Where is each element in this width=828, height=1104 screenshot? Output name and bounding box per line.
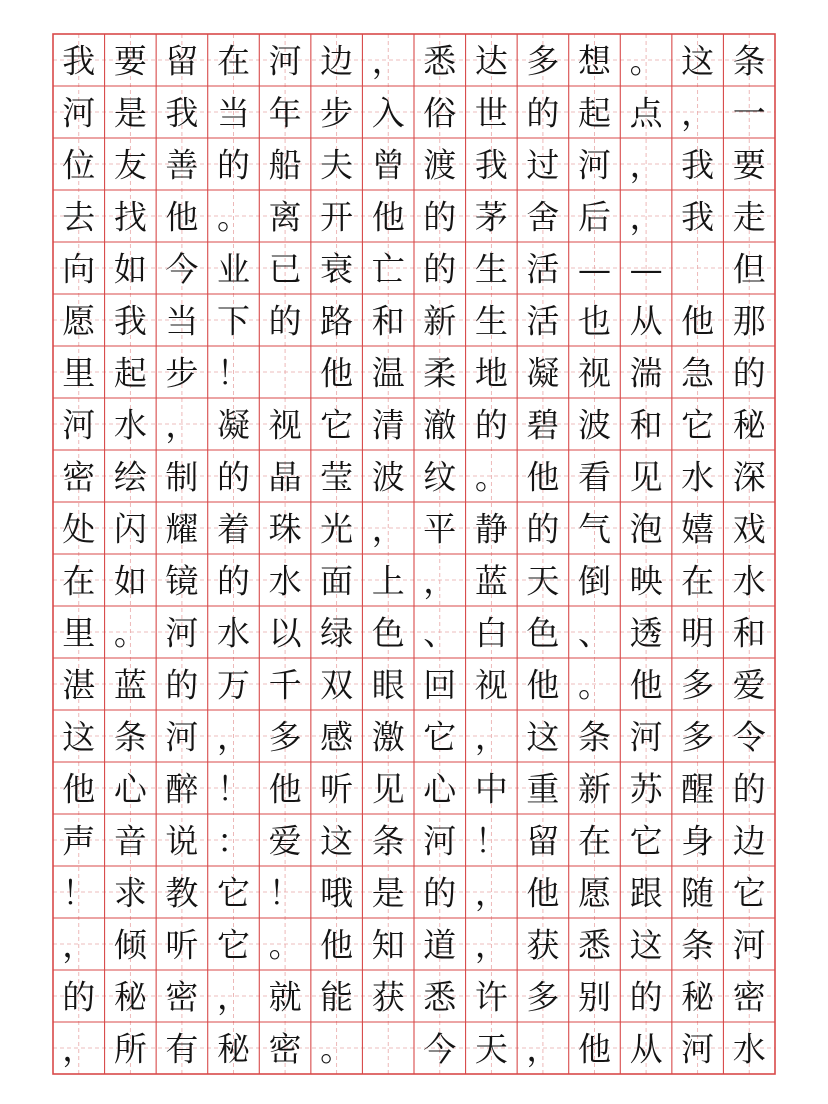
grid-cell-char: 急 [681,353,715,393]
grid-cell-char: 生 [474,301,508,341]
grid-cell-char: 想 [578,41,611,81]
grid-cell-char: 绘 [113,457,147,497]
grid-cell-char: 活 [526,249,560,289]
grid-cell-char: 如 [113,249,147,289]
grid-cell-char: 的 [732,769,766,809]
grid-cell-char: 一 [732,93,766,133]
grid-cell-char: 透 [629,613,663,653]
grid-cell-char: 。 [629,41,663,81]
grid-cell-char: 这 [629,925,663,965]
grid-cell-char: 秘 [732,405,766,445]
grid-cell-char: 条 [732,41,766,81]
grid-cell-char: 见 [371,769,405,809]
grid-cell-char: 边 [320,41,354,81]
grid-cell-char: 条 [578,717,611,757]
grid-cell-char: ， [62,925,96,965]
grid-cell-char: 这 [320,821,354,861]
grid-cell-char: ！ [268,873,302,913]
grid-cell-char: 随 [681,873,715,913]
grid-cell-char: 它 [423,717,457,757]
grid-cell-char: 醉 [165,769,199,809]
grid-cell-char: ， [629,197,663,237]
grid-cell-char: 起 [578,93,611,133]
grid-cell-char: 它 [320,405,354,445]
grid-cell-char: 色 [371,613,405,653]
grid-cell-char: 他 [681,301,715,341]
grid-cell-char: 秘 [681,977,715,1017]
grid-cell-char: ， [526,1029,560,1069]
grid-cell-char: 俗 [423,93,457,133]
grid-cell-char: 下 [217,301,250,341]
grid-cell-char: 位 [62,145,96,185]
grid-cell-char: 面 [320,561,354,601]
grid-cell-char: 的 [526,93,560,133]
grid-cell-char: 水 [113,405,147,445]
grid-cell-char: 蓝 [113,665,147,705]
grid-cell-char: 闪 [113,509,147,549]
grid-cell-char: 多 [268,717,302,757]
grid-cell-char: ， [681,93,715,133]
grid-cell-char: ， [474,717,508,757]
grid-cell-char: 和 [629,405,663,445]
grid-cell-char: 舍 [526,197,560,237]
grid-cell-char: 这 [62,717,96,757]
grid-cell-char: 哦 [320,873,354,913]
grid-cell-char: 、 [578,613,611,653]
grid-cell-char: 在 [578,821,611,861]
grid-cell-char: 他 [62,769,96,809]
grid-cell-char: 万 [217,665,250,705]
grid-cell-char: 令 [732,717,766,757]
grid-cell-char: 它 [681,405,715,445]
grid-cell-char: 。 [268,925,302,965]
grid-cell-char: 、 [423,613,457,653]
grid-cell-char: — [629,249,663,289]
grid-cell-char: 求 [113,873,147,913]
grid-cell-char: 眼 [371,665,405,705]
grid-cell-char: 温 [371,353,405,393]
grid-cell-char: 听 [165,925,199,965]
grid-cell-char: 许 [474,977,508,1017]
grid-cell-char: 善 [165,145,199,185]
grid-cell-char: 珠 [268,509,302,549]
grid-cell-char: 当 [165,301,199,341]
grid-cell-char: 起 [113,353,147,393]
grid-cell-char: 波 [371,457,405,497]
grid-cell-char: 嬉 [681,509,715,549]
grid-cell-char: 中 [474,769,508,809]
grid-cell-char: 天 [526,561,560,601]
grid-cell-char: 他 [320,925,354,965]
grid-cell-char: 的 [474,405,508,445]
grid-cell-char: 条 [113,717,147,757]
grid-cell-char: 。 [217,197,250,237]
grid-cell-char: 教 [165,873,199,913]
grid-cell-char: ， [165,405,199,445]
grid-cell-char: 愿 [62,301,96,341]
grid-cell-char: 平 [423,509,457,549]
grid-cell-char: 活 [526,301,560,341]
grid-cell-char: 回 [423,665,457,705]
grid-cell-char: 看 [578,457,611,497]
grid-cell-char: 气 [578,509,611,549]
grid-cell-char: 他 [165,197,199,237]
grid-cell-char: 。 [474,457,508,497]
grid-cell-char: 里 [62,613,96,653]
grid-cell-char: 他 [526,665,560,705]
grid-cell-char: 碧 [526,405,560,445]
grid-cell-char: 上 [371,561,405,601]
grid-cell-char: ， [474,925,508,965]
grid-cell-char: 点 [629,93,663,133]
grid-cell-char: 倾 [113,925,147,965]
grid-cell-char: 水 [681,457,715,497]
grid-cell-char: 水 [732,1029,766,1069]
grid-cell-char: 多 [681,665,715,705]
grid-cell-char: 从 [629,1029,663,1069]
grid-cell-char: 后 [578,197,611,237]
grid-cell-char: 是 [371,873,405,913]
grid-cell-char: 也 [578,301,611,341]
grid-cell-char: 步 [320,93,354,133]
grid-cell-char: 业 [217,249,250,289]
grid-cell-char: 所 [113,1029,147,1069]
grid-cell-char: 的 [62,977,96,1017]
grid-cell-char: 亡 [371,249,405,289]
grid-cell-char: 绿 [320,613,354,653]
grid-cell-char: 色 [526,613,560,653]
grid-cell-char: ， [474,873,508,913]
grid-cell-char: 夫 [320,145,354,185]
grid-cell-char: 水 [268,561,302,601]
grid-cell-char: 激 [371,717,405,757]
grid-cell-char: 视 [578,353,611,393]
grid-cell-char: 他 [526,873,560,913]
grid-cell-char: 我 [165,93,199,133]
grid-cell-char: 渡 [423,145,457,185]
grid-cell-char: 多 [526,41,560,81]
grid-cell-char: 深 [732,457,766,497]
grid-cell-char: 别 [578,977,611,1017]
grid-cell-char: 曾 [371,145,405,185]
grid-cell-char: 泡 [629,509,663,549]
grid-cell-char: 道 [423,925,457,965]
grid-cell-char: 它 [629,821,663,861]
grid-cell-char: 条 [371,821,405,861]
grid-cell-char: 他 [578,1029,611,1069]
grid-cell-char: 的 [629,977,663,1017]
grid-cell-char: 入 [371,93,405,133]
grid-cell-char: 我 [474,145,508,185]
grid-cell-char: 见 [629,457,663,497]
grid-cell-char: 它 [732,873,766,913]
grid-cell-char: 制 [165,457,199,497]
grid-cell-char: 醒 [681,769,715,809]
grid-cell-char: 天 [474,1029,508,1069]
grid-cell-char: 心 [423,769,457,809]
grid-cell-char: ， [629,145,663,185]
grid-cell-char: 的 [732,353,766,393]
grid-cell-char: 视 [268,405,302,445]
grid-cell-char: 的 [423,197,457,237]
grid-cell-char: 获 [371,977,405,1017]
grid-cell-char: 我 [62,41,96,81]
grid-cell-char: ！ [217,769,250,809]
grid-lines [53,34,775,1074]
grid-cell-char: 戏 [732,509,766,549]
grid-cell-char: 河 [268,41,302,81]
grid-cell-char: 白 [474,613,508,653]
grid-cell-char: 悉 [578,925,611,965]
grid-cell-char: 的 [423,249,457,289]
grid-cell-char: 去 [62,197,96,237]
grid-cell-char: 我 [113,301,147,341]
grid-cell-char: 这 [681,41,715,81]
grid-cell-char: 水 [732,561,766,601]
grid-cell-char: 秘 [217,1029,250,1069]
grid-cell-char: 衰 [320,249,354,289]
grid-cell-char: 跟 [629,873,663,913]
grid-cell-char: ！ [62,873,96,913]
grid-cell-char: 河 [62,405,96,445]
grid-cell-char: ， [217,717,250,757]
grid-cell-char: 留 [165,41,199,81]
grid-cell-char: 他 [371,197,405,237]
grid-cell-char: 就 [268,977,302,1017]
grid-cell-char: 河 [629,717,663,757]
grid-cell-char: 凝 [217,405,250,445]
grid-cell-char: 密 [732,977,766,1017]
grid-cell-char: 双 [320,665,354,705]
grid-cell-char: 河 [681,1029,715,1069]
grid-cell-char: 的 [165,665,199,705]
grid-cell-char: 生 [474,249,508,289]
grid-cell-char: 今 [423,1029,457,1069]
grid-cell-char: 友 [113,145,147,185]
grid-cell-char: 纹 [423,457,457,497]
grid-cell-char: 音 [113,821,147,861]
grid-cell-char: 湛 [62,665,96,705]
grid-cell-char: 镜 [165,561,199,601]
grid-cell-char: 波 [578,405,611,445]
grid-cell-char: 苏 [629,769,663,809]
grid-cell-char: ， [62,1029,96,1069]
grid-cell-char: 过 [526,145,560,185]
grid-cell-char: 莹 [320,457,354,497]
grid-cell-char: 的 [268,301,302,341]
grid-cell-char: 凝 [526,353,560,393]
grid-cell-char: 。 [320,1029,354,1069]
grid-cell-char: 走 [732,197,766,237]
grid-cell-char: 的 [526,509,560,549]
grid-cell-char: 河 [578,145,611,185]
grid-cell-char: 清 [371,405,405,445]
grid-cell-char: 他 [526,457,560,497]
grid-cell-char: 柔 [423,353,457,393]
grid-cell-char: 找 [113,197,147,237]
grid-cell-char: ， [371,509,405,549]
grid-cell-char: 水 [217,613,250,653]
grid-cell-char: 留 [526,821,560,861]
grid-cell-char: 知 [371,925,405,965]
grid-cell-char: 当 [217,93,250,133]
grid-cell-char: 视 [474,665,508,705]
grid-cell-char: ， [217,977,250,1017]
grid-cell-char: 重 [526,769,560,809]
grid-cell-char: 向 [62,249,96,289]
grid-cell-char: 在 [62,561,96,601]
grid-cell-char: 他 [268,769,302,809]
grid-cell-char: 在 [217,41,250,81]
grid-cell-char: 离 [268,197,302,237]
grid-cell-char: 处 [62,509,96,549]
grid-cell-char: 步 [165,353,199,393]
grid-cell-char: 听 [320,769,354,809]
grid-cell-char: 年 [268,93,302,133]
grid-cell-char: 新 [578,769,611,809]
grid-cell-char: 我 [681,197,715,237]
grid-cell-char: 悉 [423,41,457,81]
grid-cell-char: 它 [217,925,250,965]
grid-cell-char: 它 [217,873,250,913]
grid-cell-char: 是 [113,93,147,133]
grid-cell-char: 已 [268,249,302,289]
grid-cell-char: ： [217,821,250,861]
grid-cell-char: 。 [113,613,147,653]
grid-cell-char: 边 [732,821,766,861]
grid-cell-char: 路 [320,301,354,341]
grid-cell-char: — [578,249,611,289]
grid-cell-char: 密 [165,977,199,1017]
grid-cell-char: 船 [268,145,302,185]
grid-cell-char: 地 [474,353,508,393]
grid-cell-char: 和 [371,301,405,341]
grid-cell-char: 的 [423,873,457,913]
grid-cell-char: 如 [113,561,147,601]
grid-cell-char: 映 [629,561,663,601]
grid-cell-char: 悉 [423,977,457,1017]
grid-cell-char: 他 [320,353,354,393]
grid-cell-char: 条 [681,925,715,965]
grid-cell-char: 以 [268,613,302,653]
grid-cell-char: 要 [732,145,766,185]
grid-cell-char: 世 [474,93,508,133]
grid-cell-char: 声 [62,821,96,861]
grid-cell-char: 从 [629,301,663,341]
grid-cell-char: 着 [217,509,250,549]
grid-cell-char: 河 [423,821,457,861]
grid-cell-char: ， [371,41,405,81]
grid-cell-char: 。 [578,665,611,705]
grid-cell-char: 茅 [474,197,508,237]
grid-cell-char: 密 [62,457,96,497]
grid-cell-char: 身 [681,821,715,861]
grid-cell-char: ！ [474,821,508,861]
grid-cell-char: 这 [526,717,560,757]
grid-cell-char: 耀 [165,509,199,549]
grid-cell-char: 倒 [578,561,611,601]
grid-cell-char: 澈 [423,405,457,445]
grid-cell-char: 的 [217,145,250,185]
grid-cell-char: 的 [217,457,250,497]
grid-cell-char: 湍 [629,353,663,393]
grid-cell-char: 要 [113,41,147,81]
grid-cell-char: 今 [165,249,199,289]
grid-cell-char: 和 [732,613,766,653]
grid-cell-char: 能 [320,977,354,1017]
grid-cell-char: ！ [217,353,250,393]
grid-cell-char: 说 [165,821,199,861]
grid-cell-char: 爱 [732,665,766,705]
grid-cell-char: 晶 [268,457,302,497]
grid-cell-char: 他 [629,665,663,705]
grid-cell-char: 愿 [578,873,611,913]
grid-cell-char: 爱 [268,821,302,861]
grid-cell-char: 但 [732,249,766,289]
grid-cell-char: 明 [681,613,715,653]
grid-cell-char: 那 [732,301,766,341]
grid-cell-char: 感 [320,717,354,757]
grid-cell-char: ， [423,561,457,601]
grid-cell-char: 开 [320,197,354,237]
grid-cell-char: 河 [165,613,199,653]
grid-cell-char: 心 [113,769,147,809]
grid-cell-char: 多 [681,717,715,757]
grid-cell-char: 河 [732,925,766,965]
grid-cell-char: 新 [423,301,457,341]
grid-cell-char: 达 [474,41,508,81]
grid-cell-char: 密 [268,1029,302,1069]
grid-cell-char: 多 [526,977,560,1017]
grid-cell-char: 的 [217,561,250,601]
grid-cell-char: 里 [62,353,96,393]
grid-cell-char: 有 [165,1029,199,1069]
grid-cell-char: 静 [474,509,508,549]
grid-cell-char: 蓝 [474,561,508,601]
grid-cell-char: 在 [681,561,715,601]
grid-cell-char: 获 [526,925,560,965]
grid-cell-char: 河 [165,717,199,757]
grid-cell-char: 光 [320,509,354,549]
grid-cell-char: 千 [268,665,302,705]
grid-cell-char: 我 [681,145,715,185]
grid-cell-char: 河 [62,93,96,133]
grid-cell-char: 秘 [113,977,147,1017]
